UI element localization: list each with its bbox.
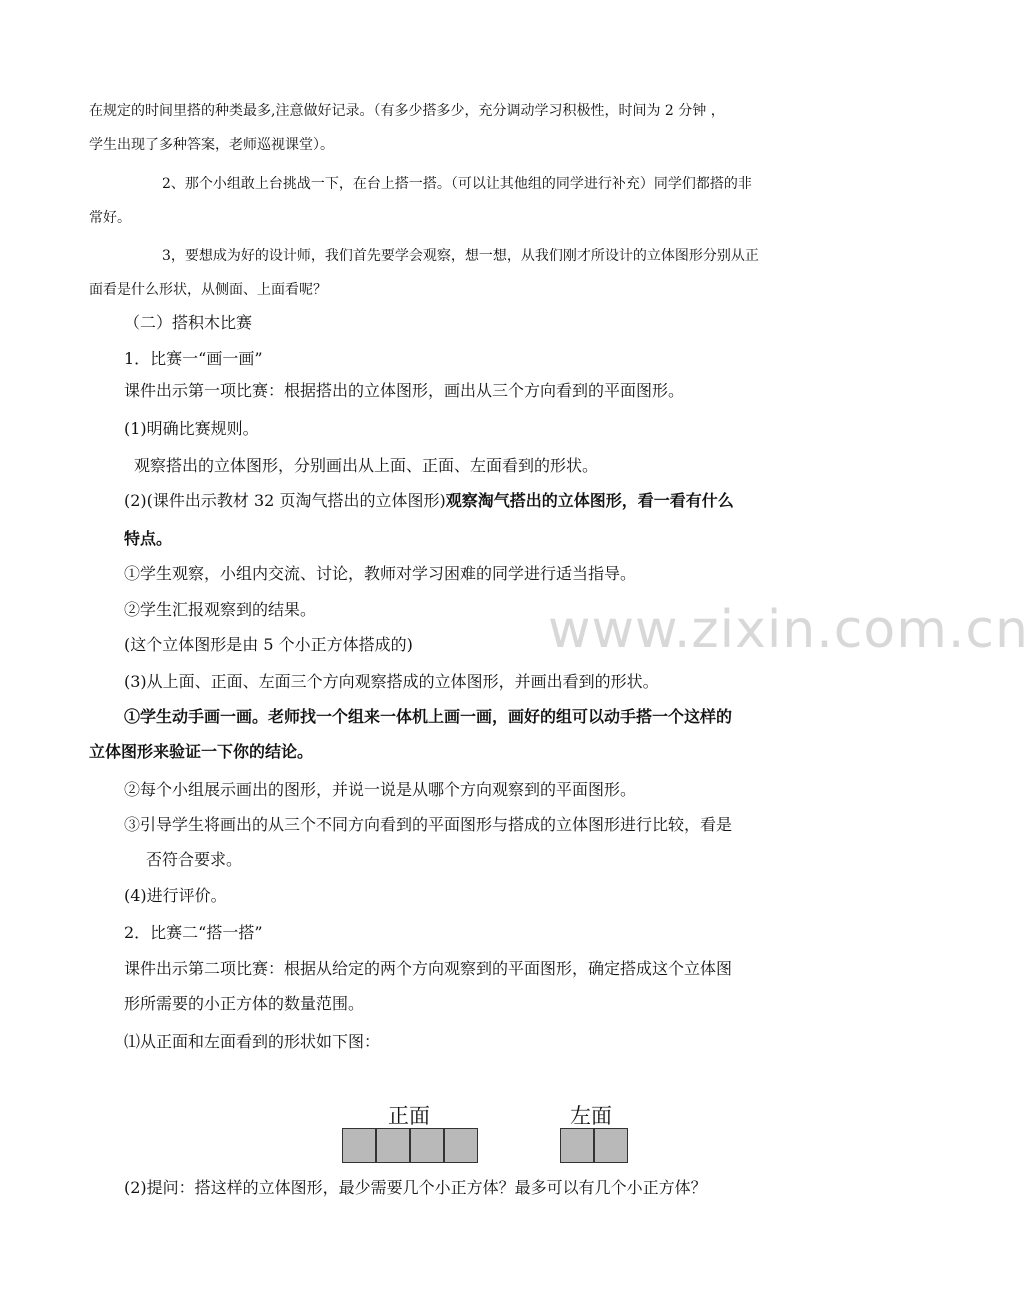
paragraph-line: 2、那个小组敢上台挑战一下，在台上搭一搭。（可以让其他组的同学进行补充）同学们都搭的非 [162, 176, 752, 192]
paragraph-line: 否符合要求。 [146, 850, 243, 869]
paragraph-line: ⑴从正面和左面看到的形状如下图： [124, 1032, 381, 1051]
paragraph-line: ①学生观察，小组内交流、讨论，教师对学习困难的同学进行适当指导。 [124, 564, 637, 583]
paragraph-line: ①学生动手画一画。老师找一个组来一体机上画一画，画好的组可以动手搭一个这样的 [124, 707, 733, 726]
paragraph-line: 在规定的时间里搭的种类最多,注意做好记录。（有多少搭多少，充分调动学习积极性，时间为 2 分钟 ， [89, 103, 725, 119]
front-square [410, 1128, 444, 1163]
paragraph-line: (4)进行评价。 [124, 886, 227, 905]
subsection-heading: 2．比赛二“搭一搭” [124, 923, 263, 942]
section-heading: （二）搭积木比赛 [124, 313, 253, 332]
paragraph-line: ③引导学生将画出的从三个不同方向看到的平面图形与搭成的立体图形进行比较，看是 [124, 815, 733, 834]
paragraph-line: (3)从上面、正面、左面三个方向观察搭成的立体图形，并画出看到的形状。 [124, 672, 659, 691]
paragraph-line: (1)明确比赛规则。 [124, 419, 259, 438]
paragraph-line: 面看是什么形状，从侧面、上面看呢？ [89, 282, 327, 298]
left-square [594, 1128, 628, 1163]
front-square [376, 1128, 410, 1163]
paragraph-line: 观察搭出的立体图形，分别画出从上面、正面、左面看到的形状。 [134, 456, 599, 475]
paragraph-line: ②每个小组展示画出的图形，并说一说是从哪个方向观察到的平面图形。 [124, 780, 637, 799]
paragraph-line: 形所需要的小正方体的数量范围。 [124, 994, 365, 1013]
paragraph-line [124, 491, 734, 511]
paragraph-line: (2)提问：搭这样的立体图形，最少需要几个小正方体？最多可以有几个小正方体？ [124, 1178, 707, 1197]
paragraph-line: ②学生汇报观察到的结果。 [124, 600, 317, 619]
paragraph-line: 课件出示第一项比赛：根据搭出的立体图形，画出从三个方向看到的平面图形。 [124, 381, 685, 400]
left-view-label: 左面 [570, 1104, 612, 1128]
paragraph-line: 课件出示第二项比赛：根据从给定的两个方向观察到的平面图形，确定搭成这个立体图 [124, 959, 733, 978]
paragraph-line: (这个立体图形是由 5 个小正方体搭成的) [124, 635, 413, 654]
paragraph-line: 特点。 [124, 529, 173, 548]
subsection-heading: 1．比赛一“画一画” [124, 349, 263, 368]
watermark: www.zixin.com.cn [548, 600, 1029, 660]
plain-text: (2)(课件出示教材 32 页淘气搭出的立体图形) [124, 491, 446, 510]
left-square [560, 1128, 594, 1163]
paragraph-line: 常好。 [89, 210, 131, 226]
paragraph-line: 3，要想成为好的设计师，我们首先要学会观察，想一想，从我们刚才所设计的立体图形分别从正 [162, 248, 759, 264]
front-square [444, 1128, 478, 1163]
front-view-label: 正面 [388, 1104, 430, 1128]
paragraph-line: 立体图形来验证一下你的结论。 [89, 742, 314, 761]
front-square [342, 1128, 376, 1163]
bold-text: 观察淘气搭出的立体图形，看一看有什么 [445, 491, 734, 510]
paragraph-line: 学生出现了多种答案，老师巡视课堂）。 [89, 137, 334, 153]
